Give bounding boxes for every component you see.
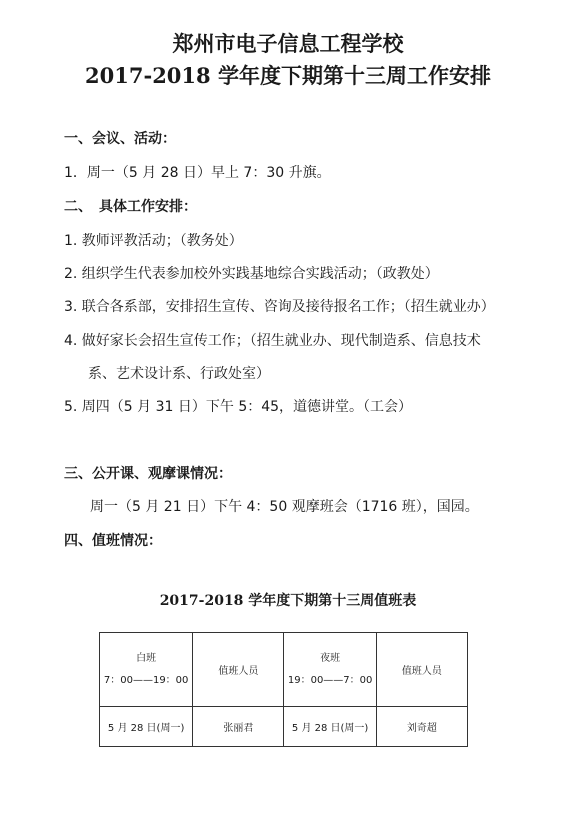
day-shift-time: 7：00——19：00: [103, 674, 189, 686]
table-row: [100, 707, 468, 747]
night-shift-label: 夜班: [320, 652, 341, 664]
section-heading-meetings: 一、会议、活动：: [64, 131, 176, 147]
work-item: 1. 教师评教活动；（教务处）: [64, 233, 243, 249]
duty-table: [99, 632, 468, 747]
day-person-cell: 张丽君: [193, 707, 284, 747]
day-date-cell: 5 月 28 日(周一): [100, 707, 193, 747]
night-date-cell: 5 月 28 日(周一): [284, 707, 376, 747]
day-staff-header: 值班人员: [193, 633, 284, 707]
section-heading-work: 二、 具体工作安排：: [64, 199, 197, 215]
page-title: 郑州市电子信息工程学校: [172, 31, 404, 56]
day-shift-header: [100, 633, 193, 707]
work-item: 5. 周四（5 月 31 日）下午 5：45，道德讲堂。（工会）: [64, 399, 413, 415]
night-shift-time: 19：00——7：00: [287, 674, 373, 686]
night-staff-header: 值班人员: [376, 633, 467, 707]
night-shift-header: [284, 633, 376, 707]
meeting-item: 1．周一（5 月 28 日）早上 7：30 升旗。: [64, 165, 331, 181]
day-shift-label: 白班: [136, 652, 157, 664]
work-item: 3. 联合各系部，安排招生宣传、咨询及接待报名工作；（招生就业办）: [64, 299, 495, 315]
page-subtitle: 2017-2018 学年度下期第十三周工作安排: [85, 63, 491, 88]
duty-table-title: 2017-2018 学年度下期第十三周值班表: [159, 593, 417, 609]
work-item: 4. 做好家长会招生宣传工作；（招生就业办、现代制造系、信息技术: [64, 333, 481, 349]
open-class-item: 周一（5 月 21 日）下午 4：50 观摩班会（1716 班），国园。: [90, 499, 479, 515]
section-heading-duty: 四、值班情况：: [64, 533, 162, 549]
section-heading-open-class: 三、公开课、观摩课情况：: [64, 466, 232, 482]
night-person-cell: 刘奇超: [376, 707, 467, 747]
work-item-continued: 系、艺术设计系、行政处室）: [88, 366, 270, 382]
work-item: 2. 组织学生代表参加校外实践基地综合实践活动；（政教处）: [64, 266, 439, 282]
table-header-row: [100, 633, 468, 707]
